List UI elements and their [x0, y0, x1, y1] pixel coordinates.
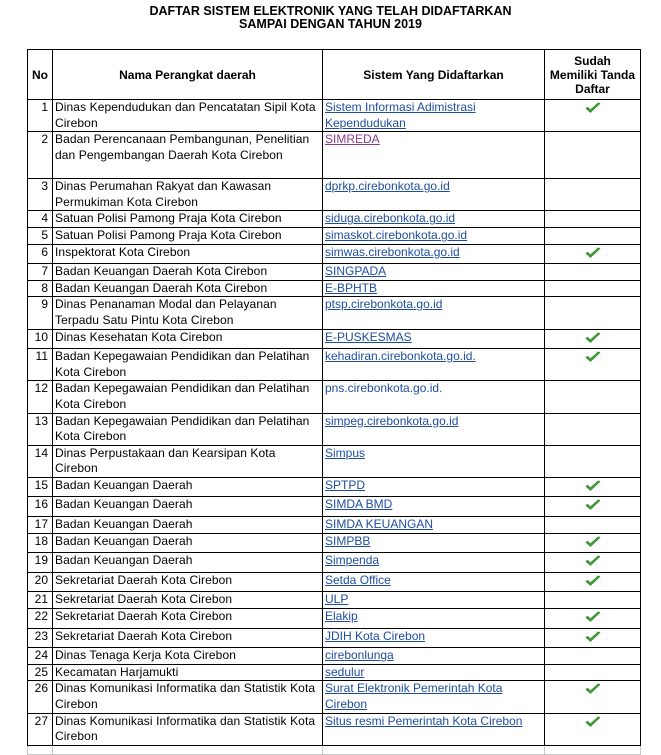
agency-name: Badan Kepegawaian Pendidikan dan Pelatihan Kota Cirebon [53, 413, 323, 445]
agency-name: Badan Keuangan Daerah Kota Cirebon [53, 264, 323, 281]
row-number: 10 [28, 329, 53, 349]
registration-mark-cell [545, 100, 641, 132]
registration-mark-cell [545, 628, 641, 648]
system-cell [323, 264, 545, 281]
registration-mark-cell [545, 713, 641, 745]
table-row [28, 280, 641, 297]
agency-name: Badan Kepegawaian Pendidikan dan Pelatihan Kota Cirebon [53, 381, 323, 413]
agency-name: Badan Keuangan Daerah [53, 533, 323, 553]
table-row [28, 445, 641, 477]
registration-mark-cell [545, 297, 641, 329]
system-link[interactable]: Sistem Informasi Adimistrasi Kependudukan [325, 100, 476, 130]
registration-mark-cell [545, 681, 641, 713]
registration-mark-cell [545, 381, 641, 413]
agency-name: Badan Keuangan Daerah [53, 517, 323, 534]
registration-mark-cell [545, 244, 641, 264]
registration-mark-cell [545, 517, 641, 534]
system-cell [323, 664, 545, 681]
system-link[interactable]: Elakip [325, 609, 358, 624]
row-number: 27 [28, 713, 53, 745]
table-row [28, 609, 641, 629]
row-number: 16 [28, 497, 53, 517]
system-link[interactable]: ULP [325, 592, 349, 607]
system-link[interactable]: ptsp.cirebonkota.go.id [325, 297, 443, 312]
system-link[interactable]: Simpus [325, 445, 366, 460]
system-link[interactable]: cirebonlunga [325, 648, 394, 663]
agency-name: Dinas Komunikasi Informatika dan Statistik Kota Cirebon [53, 681, 323, 713]
table-row [28, 628, 641, 648]
green-checkmark-icon [585, 611, 601, 623]
system-link[interactable]: kehadiran.cirebonkota.go.id. [325, 349, 476, 364]
agency-name: Satuan Polisi Pamong Praja Kota Cirebon [53, 211, 323, 228]
agency-name: Dinas Komunikasi Informatika dan Statistik Kota Cirebon [53, 713, 323, 745]
row-number: 8 [28, 280, 53, 297]
agency-name: Badan Keuangan Daerah [53, 477, 323, 497]
header-system: Sistem Yang Didaftarkan [323, 50, 545, 100]
registration-mark-cell [545, 264, 641, 281]
document-title: DAFTAR SISTEM ELEKTRONIK YANG TELAH DIDAFTARKAN [149, 4, 512, 18]
registration-mark-cell [545, 329, 641, 349]
green-checkmark-icon [585, 555, 601, 567]
system-cell [323, 132, 545, 179]
green-checkmark-icon [585, 683, 601, 695]
system-link[interactable]: SIMREDA [325, 132, 380, 147]
registration-mark-cell [545, 664, 641, 681]
table-row [28, 244, 641, 264]
system-link[interactable]: SIMDA BMD [325, 497, 393, 512]
system-cell [323, 648, 545, 665]
table-row [28, 413, 641, 445]
table-row [28, 681, 641, 713]
header-mark: Sudah Memiliki Tanda Daftar [545, 50, 641, 100]
row-number: 14 [28, 445, 53, 477]
table-row [28, 664, 641, 681]
green-checkmark-icon [585, 351, 601, 363]
system-link[interactable]: SPTPD [325, 477, 366, 492]
table-row [28, 132, 641, 179]
registration-mark-cell [545, 533, 641, 553]
table-row [28, 497, 641, 517]
agency-name: Badan Kepegawaian Pendidikan dan Pelatihan Kota Cirebon [53, 349, 323, 381]
table-row [28, 648, 641, 665]
system-cell [323, 381, 545, 413]
registration-mark-cell [545, 648, 641, 665]
system-cell [323, 681, 545, 713]
table-row [28, 517, 641, 534]
green-checkmark-icon [585, 499, 601, 511]
system-link[interactable]: sedulur [325, 664, 365, 679]
system-link[interactable]: Setda Office [325, 572, 391, 587]
agency-name: Sekretariat Daerah Kota Cirebon [53, 572, 323, 592]
table-row [28, 381, 641, 413]
registration-mark-cell [545, 609, 641, 629]
row-number: 24 [28, 648, 53, 665]
row-number: 26 [28, 681, 53, 713]
registered-systems-table [27, 49, 641, 755]
agency-name: Satuan Polisi Pamong Praja Kota Cirebon [53, 227, 323, 244]
system-cell [323, 553, 545, 573]
table-header-row [28, 50, 641, 100]
header-name: Nama Perangkat daerah [53, 50, 323, 100]
registration-mark-cell [545, 227, 641, 244]
registration-mark-cell [545, 132, 641, 179]
row-number: 6 [28, 244, 53, 264]
green-checkmark-icon [585, 536, 601, 548]
green-checkmark-icon [585, 247, 601, 259]
system-link[interactable]: simpeg.cirebonkota.go.id [325, 413, 459, 428]
system-cell [323, 533, 545, 553]
system-cell [323, 517, 545, 534]
row-number: 22 [28, 609, 53, 629]
agency-name: Kecamatan Harjamukti [53, 664, 323, 681]
agency-name: Badan Perencanaan Pembangunan, Penelitian dan Pengembangan Daerah Kota Cirebon [53, 132, 323, 179]
system-link[interactable]: JDIH Kota Cirebon [325, 628, 426, 643]
agency-name: Badan Keuangan Daerah [53, 553, 323, 573]
row-number: 13 [28, 413, 53, 445]
row-number: 9 [28, 297, 53, 329]
system-cell [323, 280, 545, 297]
system-cell [323, 592, 545, 609]
registration-mark-cell [545, 477, 641, 497]
agency-name: Sekretariat Daerah Kota Cirebon [53, 609, 323, 629]
table-row [28, 477, 641, 497]
agency-name: Dinas Kesehatan Kota Cirebon [53, 329, 323, 349]
system-cell [323, 227, 545, 244]
agency-name: Sekretariat Daerah Kota Cirebon [53, 592, 323, 609]
green-checkmark-icon [585, 332, 601, 344]
empty-cell [28, 745, 53, 754]
table-row [28, 297, 641, 329]
system-link[interactable]: Surat Elektronik Pemerintah Kota Cirebon [325, 681, 503, 711]
system-link[interactable]: siduga.cirebonkota.go.id [325, 211, 456, 226]
table-row [28, 227, 641, 244]
table-row [28, 264, 641, 281]
system-cell [323, 329, 545, 349]
table-row [28, 349, 641, 381]
row-number: 3 [28, 179, 53, 211]
registration-mark-cell [545, 179, 641, 211]
row-number: 23 [28, 628, 53, 648]
system-link[interactable]: simaskot.cirebonkota.go.id [325, 227, 468, 242]
agency-name: Badan Keuangan Daerah [53, 497, 323, 517]
registration-mark-cell [545, 553, 641, 573]
system-link[interactable]: simwas.cirebonkota.go.id [325, 244, 460, 259]
system-name: pns.cirebonkota.go.id. [325, 381, 443, 396]
agency-name: Dinas Penanaman Modal dan Pelayanan Terpadu Satu Pintu Kota Cirebon [53, 297, 323, 329]
row-number: 4 [28, 211, 53, 228]
table-row [28, 592, 641, 609]
agency-name: Dinas Tenaga Kerja Kota Cirebon [53, 648, 323, 665]
agency-name: Badan Keuangan Daerah Kota Cirebon [53, 280, 323, 297]
table-row [28, 533, 641, 553]
system-cell [323, 349, 545, 381]
row-number: 11 [28, 349, 53, 381]
system-link[interactable]: SIMPBB [325, 533, 371, 548]
empty-row [28, 745, 641, 754]
system-cell [323, 713, 545, 745]
row-number: 1 [28, 100, 53, 132]
row-number: 2 [28, 132, 53, 179]
agency-name: Dinas Perpustakaan dan Kearsipan Kota Cirebon [53, 445, 323, 477]
table-row [28, 713, 641, 745]
table-row [28, 572, 641, 592]
system-cell [323, 477, 545, 497]
system-link[interactable]: E-PUSKESMAS [325, 329, 412, 344]
row-number: 19 [28, 553, 53, 573]
table-row [28, 100, 641, 132]
row-number: 15 [28, 477, 53, 497]
system-cell [323, 413, 545, 445]
table-row [28, 329, 641, 349]
registration-mark-cell [545, 280, 641, 297]
table-row [28, 211, 641, 228]
empty-cell [323, 745, 545, 754]
header-no: No [28, 50, 53, 100]
system-link[interactable]: Situs resmi Pemerintah Kota Cirebon [325, 713, 523, 728]
empty-cell [53, 745, 323, 754]
green-checkmark-icon [585, 480, 601, 492]
system-cell [323, 497, 545, 517]
system-link[interactable]: dprkp.cirebonkota.go.id [325, 179, 450, 194]
system-cell [323, 211, 545, 228]
system-cell [323, 244, 545, 264]
system-cell [323, 628, 545, 648]
system-cell [323, 572, 545, 592]
green-checkmark-icon [585, 631, 601, 643]
system-cell [323, 297, 545, 329]
system-link[interactable]: Simpenda [325, 553, 380, 568]
system-cell [323, 445, 545, 477]
agency-name: Inspektorat Kota Cirebon [53, 244, 323, 264]
row-number: 7 [28, 264, 53, 281]
row-number: 5 [28, 227, 53, 244]
system-link[interactable]: SIMDA KEUANGAN [325, 517, 434, 532]
agency-name: Dinas Perumahan Rakyat dan Kawasan Permukiman Kota Cirebon [53, 179, 323, 211]
registration-mark-cell [545, 572, 641, 592]
system-link[interactable]: E-BPHTB [325, 280, 378, 295]
system-cell [323, 179, 545, 211]
registration-mark-cell [545, 592, 641, 609]
registration-mark-cell [545, 445, 641, 477]
green-checkmark-icon [585, 575, 601, 587]
registration-mark-cell [545, 349, 641, 381]
row-number: 25 [28, 664, 53, 681]
registration-mark-cell [545, 497, 641, 517]
row-number: 18 [28, 533, 53, 553]
system-link[interactable]: SINGPADA [325, 264, 387, 279]
row-number: 12 [28, 381, 53, 413]
agency-name: Dinas Kependudukan dan Pencatatan Sipil Kota Cirebon [53, 100, 323, 132]
row-number: 20 [28, 572, 53, 592]
table-row [28, 179, 641, 211]
registration-mark-cell [545, 211, 641, 228]
empty-cell [545, 745, 641, 754]
system-cell [323, 609, 545, 629]
green-checkmark-icon [585, 716, 601, 728]
table-row [28, 553, 641, 573]
registration-mark-cell [545, 413, 641, 445]
row-number: 21 [28, 592, 53, 609]
green-checkmark-icon [585, 102, 601, 114]
document-subtitle: SAMPAI DENGAN TAHUN 2019 [239, 17, 422, 31]
system-cell [323, 100, 545, 132]
agency-name: Sekretariat Daerah Kota Cirebon [53, 628, 323, 648]
row-number: 17 [28, 517, 53, 534]
